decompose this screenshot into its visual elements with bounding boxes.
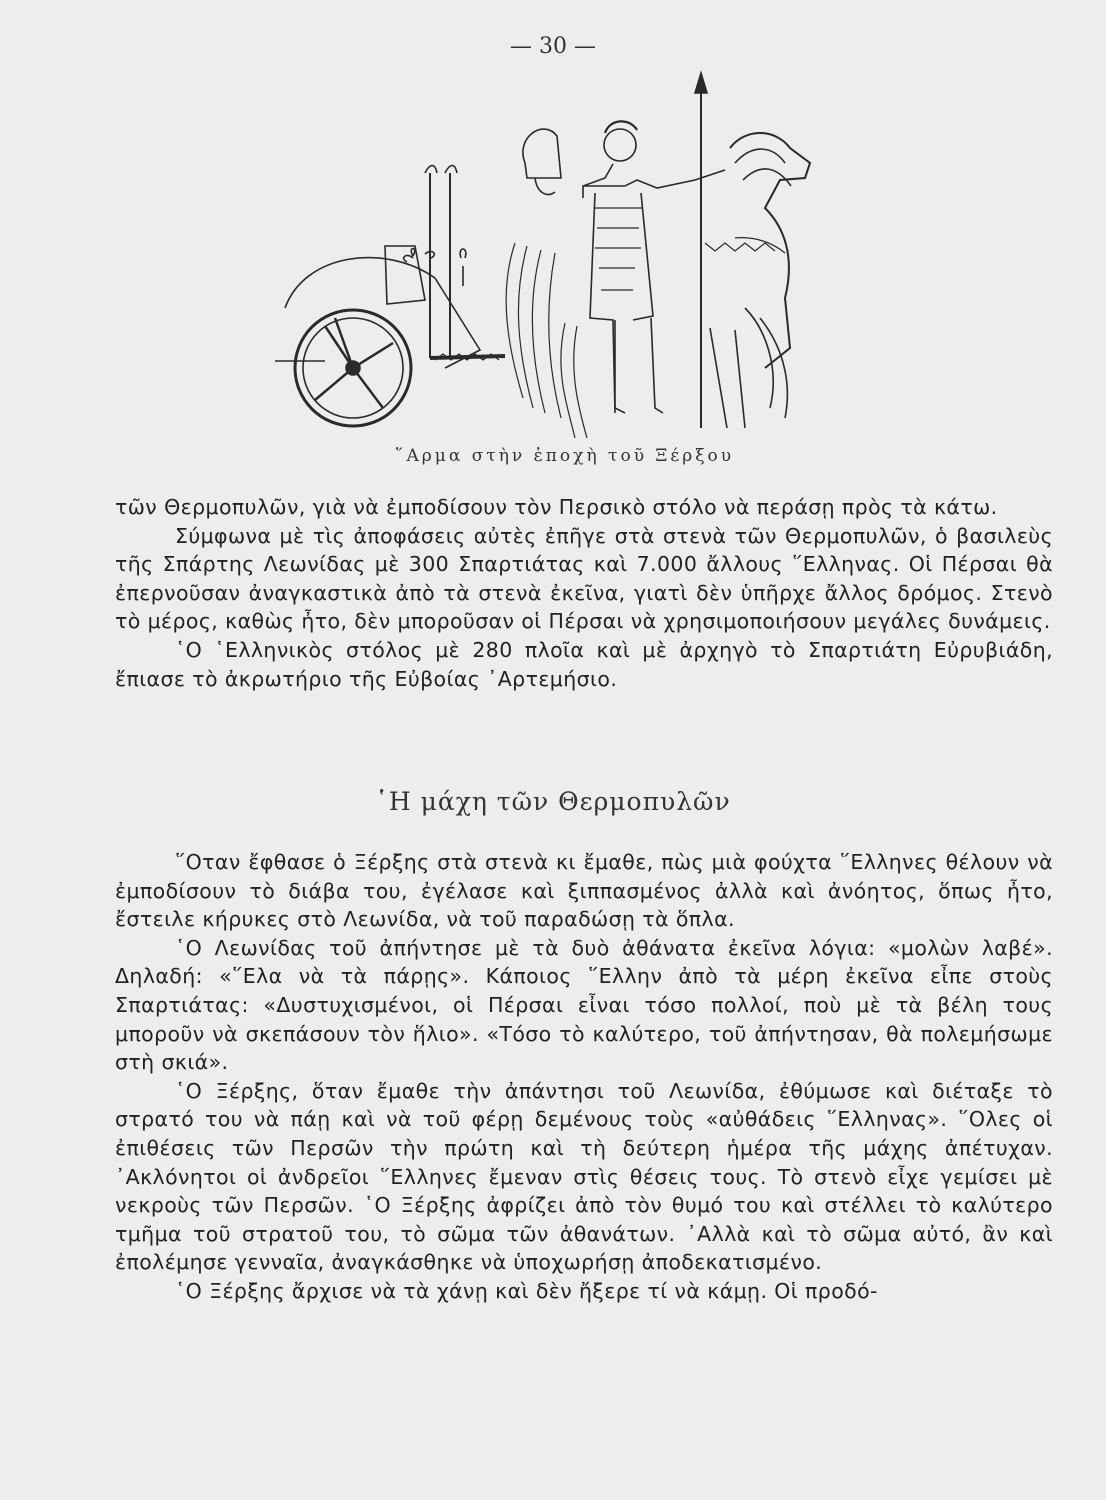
page-number: — 30 — [510, 34, 596, 59]
paragraph: ῾Ο Ξέρξης ἄρχισε νὰ τὰ χάνῃ καὶ δὲν ἤξερε τί νὰ κάμῃ. Οἱ προδό- [175, 1278, 878, 1303]
body-text-top [115, 493, 1053, 693]
paragraph: ῾Ο Λεωνίδας τοῦ ἀπήντησε μὲ τὰ δυὸ ἀθάνατα ἐκεῖνα λόγια: «μολὼν λαβέ». Δηλαδή: «῞Ελα νὰ τὰ πάρῃς». Κάποιος ῞Ελλην ἀπὸ τὰ μέρη ἐκεῖνα εἶπε στοὺς Σπαρτιάτας: «Δυστυχισμένοι, οἱ Πέρσαι εἶναι τόσο πολλοί, ποὺ μὲ τὰ βέλη τους μποροῦν νὰ σκεπάσουν τὸν ἥλιο». «Τόσο τὸ καλύτερο, τοῦ ἀπήντησαν, θὰ πολεμήσωμε στὴ σκιά». [115, 935, 1053, 1075]
paragraph: ῾Ο Ξέρξης, ὅταν ἔμαθε τὴν ἀπάντησι τοῦ Λεωνίδα, ἐθύμωσε καὶ διέταξε τὸ στρατό του νὰ πάῃ καὶ νὰ τοῦ φέρῃ δεμένους τοὺς «αὐθάδεις ῞Ελληνας». ῞Ολες οἱ ἐπιθέσεις τῶν Περσῶν τὴν πρώτη καὶ τὴ δεύτερη ἡμέρα τῆς μάχης ἀπέτυχαν. ᾿Ακλόνητοι οἱ ἀνδρεῖοι ῞Ελληνες ἔμεναν στὶς θέσεις τους. Τὸ στενὸ εἶχε γεμίσει μὲ νεκροὺς τῶν Περσῶν. ῾Ο Ξέρξης ἀφρίζει ἀπὸ τὸν θυμό του καὶ στέλλει τὸ καλύτερο τμῆμα τοῦ στρατοῦ του, τὸ σῶμα τῶν ἀθανάτων. ᾿Αλλὰ καὶ τὸ σῶμα αὐτό, ἂν καὶ ἐπολέμησε γενναῖα, ἀναγκάσθηκε νὰ ὑποχωρήσῃ ἀποδεκατισμένο. [115, 1078, 1053, 1275]
paragraph: Σύμφωνα μὲ τὶς ἀποφάσεις αὐτὲς ἐπῆγε στὰ στενὰ τῶν Θερμοπυλῶν, ὁ βασιλεὺς τῆς Σπάρτης Λεωνίδας μὲ 300 Σπαρτιάτας καὶ 7.000 ἄλλους ῞Ελληνας. Οἱ Πέρσαι θὰ ἐπερνοῦσαν ἀναγκαστικὰ ἀπὸ τὰ στενὰ ἐκεῖνα, γιατὶ δὲν ὑπῆρχε ἄλλος δρόμος. Στενὸ τὸ μέρος, καθὼς ἦτο, δὲν μποροῦσαν οἱ Πέρσαι νὰ χρησιμοποιήσουν μεγάλες δυνάμεις. [115, 523, 1053, 634]
figure-caption: ῞Αρμα στὴν ἐποχὴ τοῦ Ξέρξου [395, 446, 735, 466]
section-heading: ῾Η μάχη τῶν Θερμοπυλῶν [375, 787, 731, 816]
paragraph: ῞Οταν ἔφθασε ὁ Ξέρξης στὰ στενὰ κι ἔμαθε, πὼς μιὰ φούχτα ῞Ελληνες θέλουν νὰ ἐμποδίσουν τὸ διάβα του, ἐγέλασε καὶ ξιππασμένος ἀλλὰ καὶ ἀνόητος, ὅπως ἦτο, ἔστειλε κήρυκες στὸ Λεωνίδα, νὰ τοῦ παραδώσῃ τὰ ὅπλα. [115, 850, 1053, 932]
paragraph: ῾Ο ῾Ελληνικὸς στόλος μὲ 280 πλοῖα καὶ μὲ ἀρχηγὸ τὸ Σπαρτιάτη Εὐρυβιάδη, ἔπιασε τὸ ἀκρωτήριο τῆς Εὐβοίας ᾿Αρτεμήσιο. [115, 637, 1053, 691]
body-text-bottom [115, 848, 1053, 1306]
paragraph: τῶν Θερμοπυλῶν, γιὰ νὰ ἐμποδίσουν τὸν Περσικὸ στόλο νὰ περάσῃ πρὸς τὰ κάτω. [115, 495, 998, 519]
chariot-illustration [265, 68, 825, 448]
